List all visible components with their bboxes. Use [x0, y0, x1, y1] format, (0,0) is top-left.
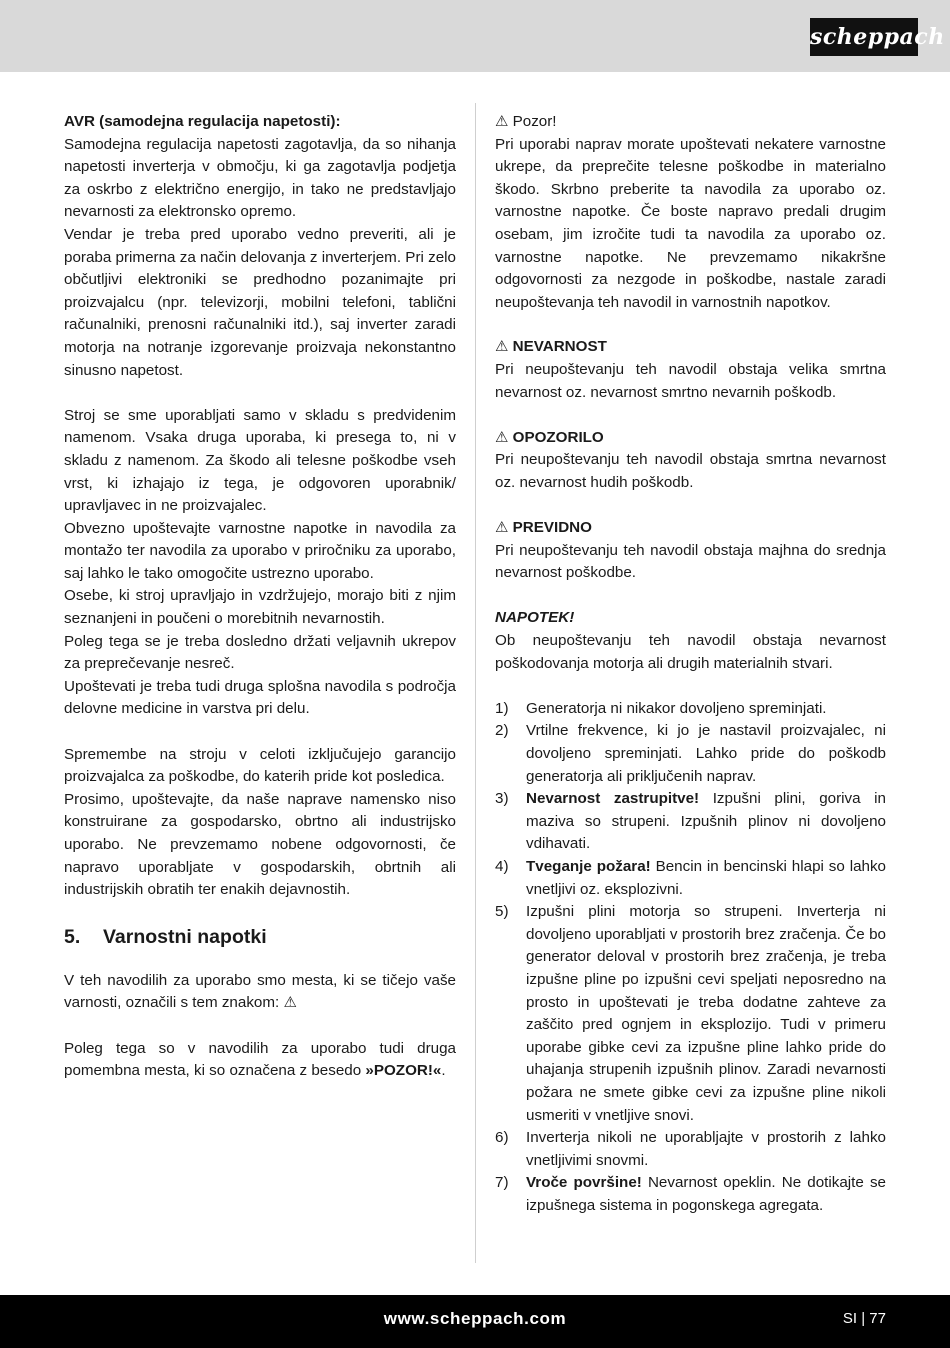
intended-use-paragraph-2: Obvezno upoštevajte varnostne napotke in navodila za montažo ter navodila za uporabo v priročniku za uporabo, saj lahko le tako omogočite ustrezno uporabo. [64, 519, 456, 582]
safety-intro-text: V teh navodilih za uporabo smo mesta, ki se tičejo vaše varnosti, označili s tem znakom: [64, 971, 456, 1012]
rule-body: Bencin in bencinski hlapi so lahko vnetljivi oz. eksplozivni. [526, 858, 886, 898]
rule-bold-label: Vroče površine! [526, 1174, 642, 1192]
rule-bold-label: Tveganje požara! [526, 858, 651, 875]
intended-use-paragraph-3: Osebe, ki stroj upravljajo in vzdržujejo, morajo biti z njim seznanjeni in poučeni o morebitnih nevarnostih. [64, 587, 456, 628]
safety-rule-item [495, 720, 886, 788]
pozor-note-text: Poleg tega so v navodilih za uporabo tudi druga pomembna mesta, ki so označena z besedo [64, 1039, 456, 1080]
avr-paragraph: Samodejna regulacija napetosti zagotavlja, da so nihanja napetosti inverterja v območju, ki ga zagotavlja podjetja za oskrbo z električno energijo, in tako ne predstavljajo nevarnosti za elektronsko opremo. [64, 135, 456, 221]
rule-text [526, 698, 886, 721]
rule-number: 6) [495, 1129, 509, 1147]
intended-use-paragraph-1: Stroj se sme uporabljati samo v skladu s predvidenim namenom. Vsaka druga uporaba, ki presega to, ni v skladu z namenom. Za škodo ali telesne poškodbe vseh vrst, ki izhajajo iz tega, je odgovoren uporabnik/ upravljavec in ne proizvajalec. [64, 406, 456, 515]
pozor-heading [495, 111, 886, 134]
intended-use-paragraph-4: Poleg tega se je treba dosledno držati veljavnih ukrepov za preprečevanje nesreč. [64, 632, 456, 673]
previdno-heading [495, 517, 886, 540]
safety-rule-item [495, 901, 886, 1127]
header-band [0, 0, 950, 72]
safety-rule-item [495, 788, 886, 856]
warning-triangle-icon: ⚠ [495, 338, 509, 356]
rule-number: 7) [495, 1174, 509, 1192]
safety-rule-item [495, 698, 886, 721]
section-heading [64, 924, 456, 950]
rule-number: 2) [495, 722, 509, 740]
safety-rule-item [495, 1127, 886, 1172]
intended-use-paragraph-5: Upoštevati je treba tudi druga splošna navodila s področja delovne medicine in varstva pri delu. [64, 677, 456, 718]
website-link[interactable]: www.scheppach.com [383, 1309, 567, 1328]
left-column [64, 111, 456, 1083]
section-number: 5. [64, 925, 81, 948]
warning-triangle-icon: ⚠ [495, 113, 509, 130]
rule-bold-label: Nevarnost zastrupitve! [526, 790, 700, 808]
pozor-note-paragraph [64, 1038, 456, 1083]
warning-triangle-icon: ⚠ [283, 994, 298, 1012]
rule-body: Vrtilne frekvence, ki jo je nastavil proizvajalec, ni dovoljeno spreminjati. Lahko pride do poškodb generatorja ali priključenih naprav. [526, 722, 886, 785]
nevarnost-title: NEVARNOST [512, 338, 607, 356]
opozorilo-title: OPOZORILO [512, 428, 604, 446]
nevarnost-paragraph: Pri neupoštevanju teh navodil obstaja velika smrtna nevarnost oz. nevarnost smrtno nevarnih poškodb. [495, 360, 886, 401]
changes-paragraph-2: Prosimo, upoštevajte, da naše naprave namensko niso konstruirane za gospodarsko, obrtno ali industrijsko uporabo. Ne prevzemamo nobene odgovornosti, če napravo uporabljate v gospodarskih, obrtnih ali industrijskih obratih ter enakih dejavnostih. [64, 790, 456, 899]
safety-rules-list [495, 698, 886, 1218]
rule-text [526, 901, 886, 1127]
rule-body: Inverterja nikoli ne uporabljajte v prostorih z lahko vnetljivimi snovmi. [526, 1129, 886, 1169]
changes-paragraph-1: Spremembe na stroju v celoti izključujejo garancijo proizvajalca za poškodbe, do katerih pride kot posledica. [64, 745, 456, 786]
safety-rule-item [495, 1172, 886, 1217]
rule-text [526, 1127, 886, 1172]
rule-number: 3) [495, 790, 509, 808]
napotek-title: NAPOTEK! [495, 609, 575, 627]
previdno-title: PREVIDNO [512, 519, 592, 537]
opozorilo-heading [495, 427, 886, 450]
opozorilo-paragraph: Pri neupoštevanju teh navodil obstaja smrtna nevarnost oz. nevarnost hudih poškodb. [495, 451, 886, 491]
rule-body: Izpušni plini motorja so strupeni. Inverterja ni dovoljeno uporabljati v prostorih brez zračenja. Če bo generator deloval v prostorih brez zračenja, je treba izpušne pline po izpušni cevi speljati neposredno na prosto in upoštevati je treba dodatne zahteve za zaščito pred ognjem in eksplozijo. Tudi v primeru uporabe gibke cevi za izpušne pline lahko pride do uhajanja strupenih izpušnih plinov. Zaradi nevarnosti požara ne smete gibke cevi za izpušne pline nikoli usmeriti v vnetljive snovi. [526, 903, 886, 1124]
napotek-paragraph: Ob neupoštevanju teh navodil obstaja nevarnost poškodovanja motorja ali drugih materialnih stvari. [495, 632, 886, 672]
column-divider [475, 103, 476, 1263]
rule-body: Nevarnost opeklin. Ne dotikajte se izpušnega sistema in pogonskega agregata. [526, 1174, 886, 1214]
rule-number: 5) [495, 903, 509, 921]
pozor-paragraph: Pri uporabi naprav morate upoštevati nekatere varnostne ukrepe, da preprečite telesne poškodbe in materialno škodo. Skrbno preberite ta navodila za uporabo oz. varnostne napotke. Če boste napravo predali drugim osebam, jim izročite tudi ta navodila za uporabo oz. varnostne napotke. Ne prevzemamo nikakršne odgovornosti za nezgode in poškodbe, nastale zaradi neupoštevanja teh navodil in varnostnih napotkov. [495, 135, 886, 311]
rule-text [526, 1172, 886, 1217]
rule-text [526, 788, 886, 856]
warning-triangle-icon: ⚠ [495, 428, 509, 446]
rule-number: 4) [495, 858, 509, 875]
scheppach-logo: scheppach [810, 18, 918, 56]
rule-text [526, 856, 886, 901]
safety-intro-paragraph [64, 970, 456, 1015]
pozor-title: Pozor! [512, 113, 557, 130]
section-title: Varnostni napotki [103, 925, 267, 948]
page-number: SI | 77 [842, 1310, 886, 1327]
nevarnost-heading [495, 336, 886, 359]
warning-triangle-icon: ⚠ [495, 519, 509, 537]
pozor-keyword: »POZOR!« [365, 1062, 442, 1080]
footer-bar [0, 1295, 950, 1348]
previdno-paragraph: Pri neupoštevanju teh navodil obstaja majhna do srednja nevarnost poškodbe. [495, 541, 886, 582]
rule-body: Izpušni plini, goriva in maziva so strupeni. Izpušnih plinov ni dovoljeno vdihavati. [526, 790, 887, 853]
avr-title: AVR (samodejna regulacija napetosti): [64, 113, 341, 130]
right-column [495, 111, 886, 1218]
rule-text [526, 720, 886, 788]
rule-number: 1) [495, 699, 509, 717]
safety-rule-item [495, 856, 886, 901]
pozor-note-end: . [441, 1062, 446, 1080]
avr-paragraph-2: Vendar je treba pred uporabo vedno preveriti, ali je poraba primerna za način delovanja z inverterjem. Pri zelo občutljivi elektroniki se predhodno pozanimajte pri proizvajalcu (npr. televizorji, mobilni telefoni, tablični računalniki, prenosni računalniki itd.), saj inverter zaradi motorja na notranje izgorevanje proizvaja nekonstantno sinusno napetost. [64, 225, 456, 379]
rule-body: Generatorja ni nikakor dovoljeno spreminjati. [526, 699, 827, 717]
